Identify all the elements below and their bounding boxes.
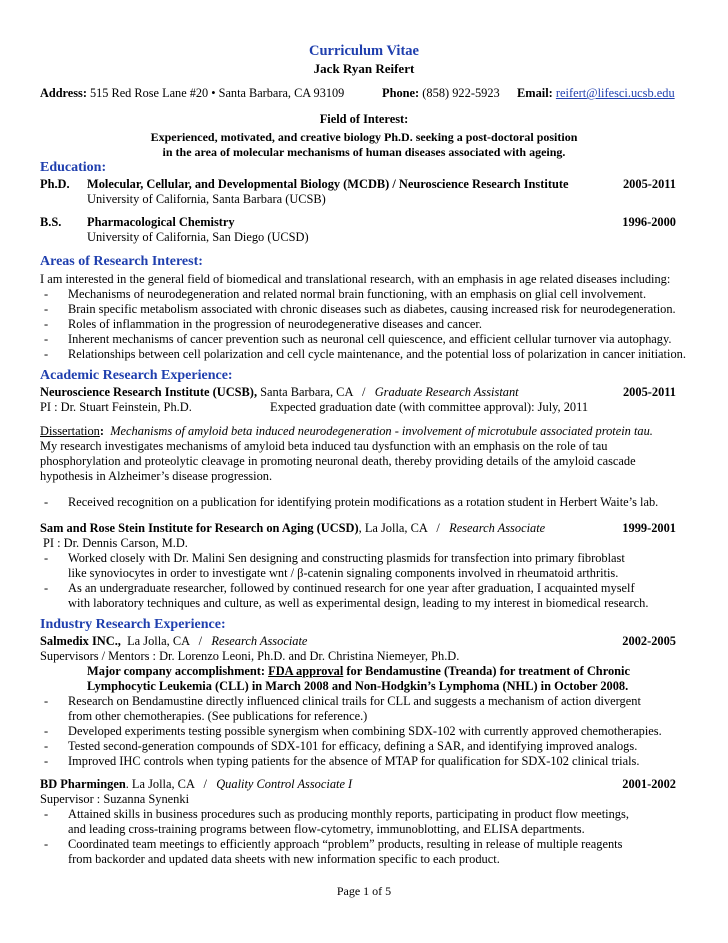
bullet-dash: - [44, 739, 49, 753]
edu-field: Molecular, Cellular, and Developmental Biology (MCDB) / Neuroscience Research Institute [87, 177, 569, 191]
industry-heading: Industry Research Experience: [40, 617, 226, 632]
email-label: Email: [517, 86, 553, 100]
phone [382, 86, 500, 101]
industry-bullet-cont: from backorder and updated data sheets with new information specific to each product. [68, 852, 500, 866]
supervisors: Supervisors / Mentors : Dr. Lorenzo Leoni, Ph.D. and Dr. Christina Niemeyer, Ph.D. [40, 649, 460, 663]
education-heading: Education: [40, 160, 107, 175]
candidate-name: Jack Ryan Reifert [313, 61, 415, 76]
research-bullet: Inherent mechanisms of cancer prevention such as neuronal cell quiescence, and efficient cellular turnover via autophagy. [68, 332, 672, 346]
email [517, 86, 675, 101]
bullet-dash: - [44, 724, 49, 738]
role: Quality Control Associate I [216, 777, 353, 791]
academic-job-1-header [40, 385, 519, 400]
years: 2002-2005 [622, 634, 676, 648]
academic-bullet: Worked closely with Dr. Malini Sen designing and constructing plasmids for transfection into primary fibroblast [68, 551, 625, 565]
industry-bullet: Developed experiments testing possible synergism when combining SDX-102 with currently approved chemotherapies. [68, 724, 662, 738]
bullet-dash: - [44, 551, 49, 565]
edu-school: University of California, San Diego (UCSD) [87, 230, 309, 244]
edu-school: University of California, Santa Barbara (UCSB) [87, 192, 326, 206]
accomplishment-text: for Bendamustine (Treanda) for treatment of Chronic [343, 664, 630, 678]
dissertation [40, 424, 653, 439]
research-bullet: Relationships between cell polarization and cell cycle maintenance, and the potential loss of polarization in cancer initiation. [68, 347, 686, 361]
role: Graduate Research Assistant [374, 385, 519, 399]
phone-value: (858) 922-5923 [422, 86, 500, 100]
accomplishment-cont: Lymphocytic Leukemia (CLL) in March 2008 and Non-Hodgkin’s Lymphoma (NHL) in October 2008. [87, 679, 629, 693]
fda-approval-link[interactable]: FDA approval [268, 664, 344, 678]
accomplishment [87, 664, 630, 679]
industry-bullet: Improved IHC controls when typing patients for the absence of MTAP for qualification for SDX-102 clinical trials. [68, 754, 640, 768]
bullet-dash: - [44, 347, 49, 361]
org-name: Salmedix INC., [40, 634, 121, 648]
role: Research Associate [211, 634, 308, 648]
location: . La Jolla, CA / [125, 777, 217, 791]
edu-field: Pharmacological Chemistry [87, 215, 235, 229]
bullet-dash: - [44, 837, 49, 851]
industry-bullet: Attained skills in business procedures such as producing monthly reports, participating in product flow meetings, [68, 807, 629, 821]
location: , La Jolla, CA / [358, 521, 450, 535]
contact-line [40, 86, 344, 101]
supervisor: Supervisor : Suzanna Synenki [40, 792, 190, 806]
bullet-dash: - [44, 495, 49, 509]
bullet-dash: - [44, 287, 49, 301]
research-intro: I am interested in the general field of biomedical and translational research, with an emphasis in age related diseases including: [40, 272, 671, 286]
research-bullet: Mechanisms of neurodegeneration and related normal brain functioning, with an emphasis on glial cell involvement. [68, 287, 647, 301]
bullet-dash: - [44, 754, 49, 768]
academic-heading: Academic Research Experience: [40, 368, 233, 383]
interest-line-1: Experienced, motivated, and creative biology Ph.D. seeking a post-doctoral position [150, 130, 578, 144]
industry-bullet-cont: and leading cross-training programs between flow-cytometry, immunoblotting, and ELISA departments. [68, 822, 585, 836]
industry-bullet: Tested second-generation compounds of SDX-101 for efficacy, defining a SAR, and identifying improved analogs. [68, 739, 638, 753]
address-value: 515 Red Rose Lane #20 • Santa Barbara, CA 93109 [90, 86, 345, 100]
academic-bullet-cont: like synoviocytes in order to investigate wnt / β-catenin signaling components involved in rheumatoid arthritis. [68, 566, 619, 580]
graduation-date: Expected graduation date (with committee approval): July, 2011 [270, 400, 589, 414]
accomplishment-text: Major company accomplishment: [87, 664, 269, 678]
bullet-dash: - [44, 807, 49, 821]
research-bullet: Brain specific metabolism associated with chronic diseases such as diabetes, causing increased risk for neurodegeneration. [68, 302, 676, 316]
edu-years: 1996-2000 [622, 215, 676, 229]
edu-years: 2005-2011 [622, 177, 676, 191]
location: La Jolla, CA / [120, 634, 212, 648]
edu-degree: Ph.D. [40, 177, 70, 191]
dissertation-label: Dissertation [40, 424, 100, 438]
industry-bullet: Coordinated team meetings to efficiently approach “problem” products, resulting in release of multiple reagents [68, 837, 623, 851]
pi: PI : Dr. Dennis Carson, M.D. [43, 536, 188, 550]
bullet-dash: - [44, 317, 49, 331]
research-heading: Areas of Research Interest: [40, 254, 203, 269]
academic-bullet: Received recognition on a publication for identifying protein modifications as a rotation student in Herbert Waite’s lab. [68, 495, 659, 509]
pi: PI : Dr. Stuart Feinstein, Ph.D. [40, 400, 192, 414]
address-label: Address: [40, 86, 87, 100]
page-number: Page 1 of 5 [336, 884, 392, 898]
industry-bullet-cont: from other chemotherapies. (See publications for reference.) [68, 709, 368, 723]
dissertation-colon: : [99, 424, 105, 438]
interest-heading: Field of Interest: [319, 112, 409, 126]
industry-job-1-header [40, 634, 307, 649]
bullet-dash: - [44, 302, 49, 316]
bullet-dash: - [44, 581, 49, 595]
industry-job-2-header [40, 777, 352, 792]
org-name: Sam and Rose Stein Institute for Research on Aging (UCSD) [40, 521, 359, 535]
industry-bullet: Research on Bendamustine directly influenced clinical trails for CLL and suggests a mechanism of action divergent [68, 694, 641, 708]
document-title: Curriculum Vitae [309, 43, 419, 59]
academic-job-2-header [40, 521, 545, 536]
email-link[interactable]: reifert@lifesci.ucsb.edu [555, 86, 675, 100]
edu-degree: B.S. [40, 215, 62, 229]
academic-bullet-cont: with laboratory techniques and culture, as well as experimental design, leading to my interest in biomedical research. [68, 596, 649, 610]
interest-line-2: in the area of molecular mechanisms of human diseases associated with ageing. [162, 145, 566, 159]
phone-label: Phone: [382, 86, 420, 100]
years: 2001-2002 [622, 777, 676, 791]
role: Research Associate [449, 521, 546, 535]
research-desc: My research investigates mechanisms of amyloid beta induced tau dysfunction with an emphasis on the role of tau [40, 439, 608, 453]
location: Santa Barbara, CA / [257, 385, 375, 399]
org-name: BD Pharmingen [40, 777, 126, 791]
academic-bullet: As an undergraduate researcher, followed by continued research for one year after graduation, I acquainted myself [68, 581, 635, 595]
research-bullet: Roles of inflammation in the progression of neurodegenerative diseases and cancer. [68, 317, 482, 331]
research-desc: hypothesis in Alzheimer’s disease progression. [40, 469, 273, 483]
years: 2005-2011 [622, 385, 676, 399]
org-name: Neuroscience Research Institute (UCSB), [40, 385, 258, 399]
research-desc: phosphorylation and proteolytic cleavage in promoting neuronal death, thereby providing details of the amyloid cascade [40, 454, 636, 468]
bullet-dash: - [44, 332, 49, 346]
dissertation-title: Mechanisms of amyloid beta induced neurodegeneration - involvement of microtubule associated protein tau. [110, 424, 653, 438]
years: 1999-2001 [622, 521, 676, 535]
bullet-dash: - [44, 694, 49, 708]
